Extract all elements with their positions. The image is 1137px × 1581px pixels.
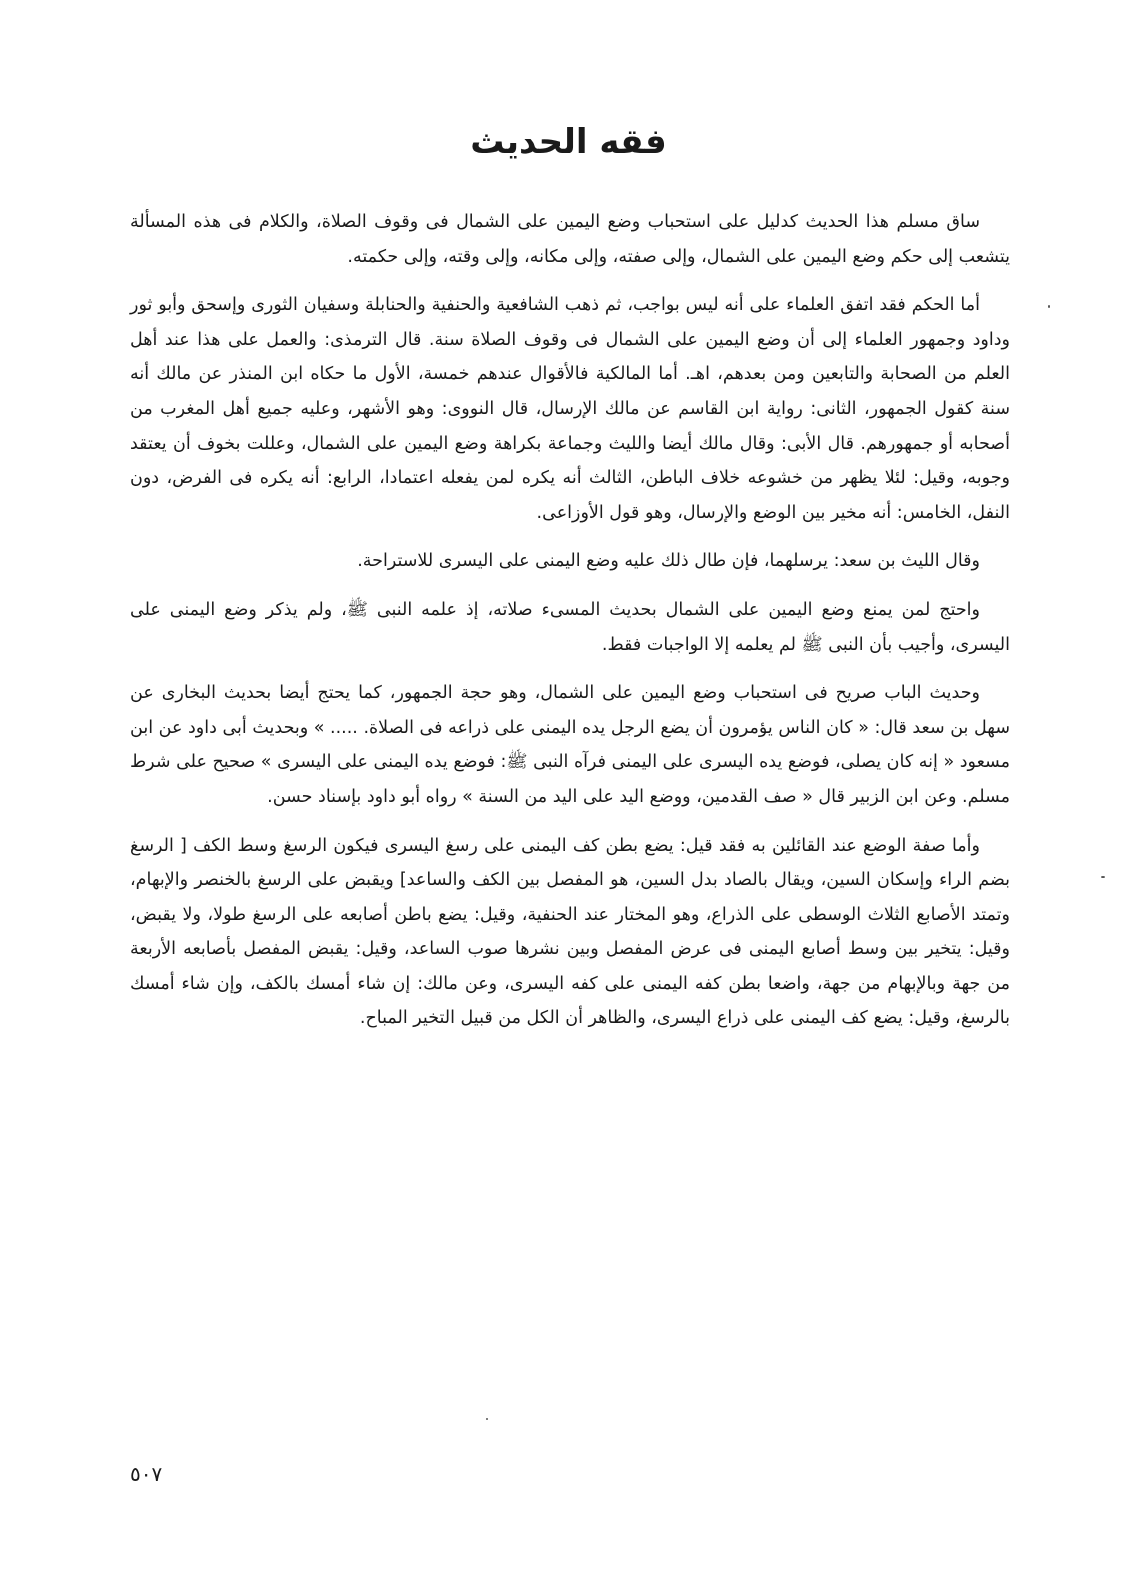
body-text [130, 205, 1010, 1050]
paragraph: وقال الليث بن سعد: يرسلهما، فإن طال ذلك عليه وضع اليمنى على اليسرى للاستراحة. [357, 551, 980, 572]
scan-speck [1101, 876, 1105, 878]
page-number: ٥٠٧ [130, 1462, 163, 1486]
scan-speck [486, 1418, 488, 1420]
page-title: فقه الحديث [470, 122, 667, 162]
paragraph: واحتج لمن يمنع وضع اليمين على الشمال بحديث المسىء صلاته، إذ علمه النبى ﷺ، ولم يذكر وضع اليمنى على اليسرى، وأجيب بأن النبى ﷺ لم يعلمه إلا الواجبات فقط. [130, 599, 1010, 655]
paragraph: ساق مسلم هذا الحديث كدليل على استحباب وضع اليمين على الشمال فى وقوف الصلاة، والكلام فى هذه المسألة يتشعب إلى حكم وضع اليمين على الشمال، وإلى صفته، وإلى مكانه، وإلى وقته، وإلى حكمته. [130, 212, 1010, 267]
paragraph: وحديث الباب صريح فى استحباب وضع اليمين على الشمال، وهو حجة الجمهور، كما يحتج أيضا بحديث البخارى عن سهل بن سعد قال: « كان الناس يؤمرون أن يضع الرجل يده اليمنى على ذراعه فى الصلاة. ..... » وبحديث أبى داود عن ابن مسعود « إنه كان يصلى، فوضع يده اليسرى على اليمنى فرآه النبى ﷺ: فوضع يده اليمنى على اليسرى » صحيح على شرط مسلم. وعن ابن الزبير قال « صف القدمين، ووضع اليد على اليد من السنة » رواه أبو داود بإسناد حسن. [130, 683, 1010, 807]
scan-speck [1048, 305, 1050, 308]
paragraph: وأما صفة الوضع عند القائلين به فقد قيل: يضع بطن كف اليمنى على رسغ اليسرى فيكون الرسغ وسط الكف [ الرسغ بضم الراء وإسكان السين، ويقال بالصاد بدل السين، هو المفصل بين الكف والساعد] ويقبض على الرسغ بالخنصر والإبهام، وتمتد الأصابع الثلاث الوسطى على الذراع، وهو المختار عند الحنفية، وقيل: يضع باطن أصابعه على الرسغ طولا، ولا يقبض، وقيل: يتخير بين وسط أصابع اليمنى فى عرض المفصل وبين نشرها صوب الساعد، وقيل: يقبض المفصل بأصابعه الأربعة من جهة وبالإبهام من جهة، واضعا بطن كفه اليمنى على كفه اليسرى، وعن مالك: إن شاء أمسك بالكف، وإن شاء أمسك بالرسغ، وقيل: يضع كف اليمنى على ذراع اليسرى، والظاهر أن الكل من قبيل التخير المباح. [130, 835, 1010, 1029]
paragraph: أما الحكم فقد اتفق العلماء على أنه ليس بواجب، ثم ذهب الشافعية والحنفية والحنابلة وسفيان الثورى وإسحق وأبو ثور وداود وجمهور العلماء إلى أن وضع اليمين على الشمال فى وقوف الصلاة سنة. قال الترمذى: والعمل على هذا عند أهل العلم من الصحابة والتابعين ومن بعدهم، اهـ. أما المالكية فالأقوال عندهم خمسة، الأول ما حكاه ابن المنذر عن مالك أنه سنة كقول الجمهور، الثانى: رواية ابن القاسم عن مالك الإرسال، قال النووى: وهو الأشهر، وعليه جميع أهل المغرب من أصحابه أو جمهورهم. قال الأبى: وقال مالك أيضا والليث وجماعة بكراهة وضع اليمين على الشمال، وعللت بخوف أن يعتقد وجوبه، وقيل: لئلا يظهر من خشوعه خلاف الباطن، الثالث أنه يكره لمن يفعله اعتمادا، الرابع: أنه يكره فى الفرض، دون النفل، الخامس: أنه مخير بين الوضع والإرسال، وهو قول الأوزاعى. [130, 295, 1010, 523]
